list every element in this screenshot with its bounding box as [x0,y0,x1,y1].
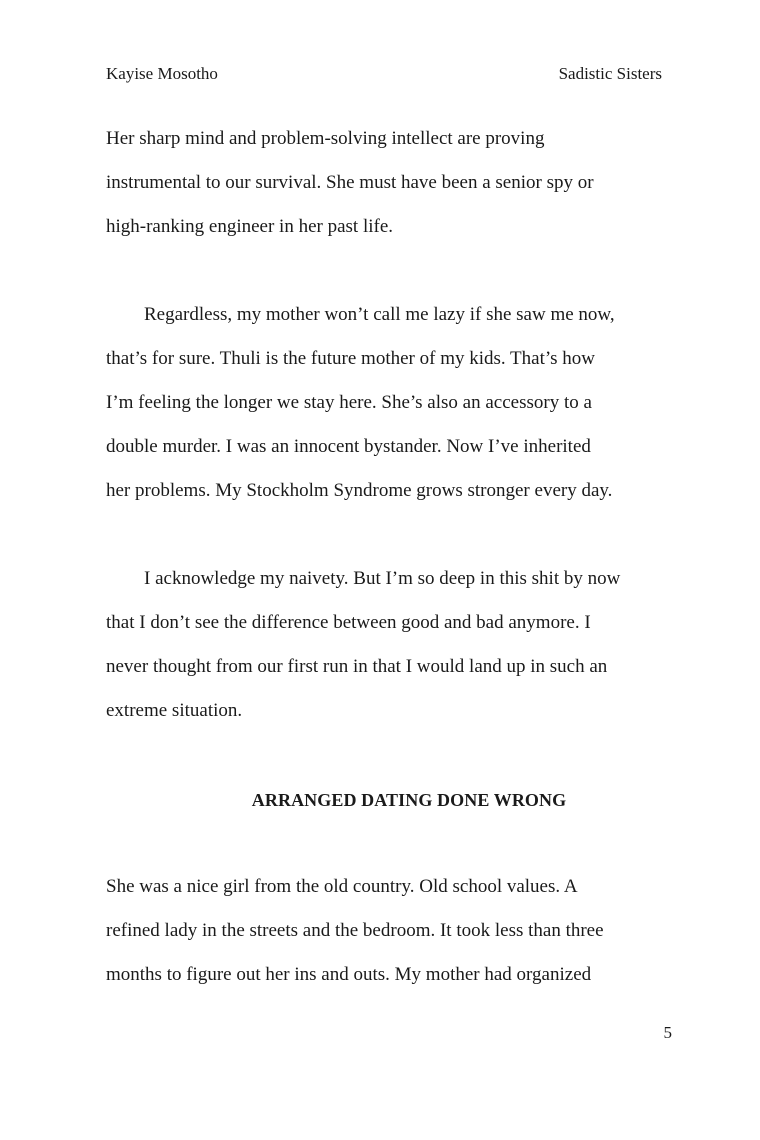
text-line: double murder. I was an innocent bystander. Now I’ve inherited [106,436,591,457]
text-line: that I don’t see the difference between good and bad anymore. I [106,612,591,633]
text-line: refined lady in the streets and the bedroom. It took less than three [106,920,604,941]
text-line: never thought from our first run in that I would land up in such an [106,656,608,677]
text-line: She was a nice girl from the old country. Old school values. A [106,876,578,897]
section-heading-text: ARRANGED DATING DONE WRONG [251,790,567,810]
section-heading [0,780,760,820]
text-line: extreme situation. [106,700,243,721]
text-line: high-ranking engineer in her past life. [106,216,394,237]
running-header-title: Sadistic Sisters [558,64,662,83]
text-line: her problems. My Stockholm Syndrome grows stronger every day. [106,480,613,501]
paragraph-1 [106,117,686,249]
running-header-author: Kayise Mosotho [106,64,218,83]
text-line: I acknowledge my naivety. But I’m so deep in this shit by now [144,568,621,589]
text-line: months to figure out her ins and outs. My mother had organized [106,964,592,985]
text-line: instrumental to our survival. She must have been a senior spy or [106,172,594,193]
text-line: that’s for sure. Thuli is the future mother of my kids. That’s how [106,348,596,369]
text-line: Her sharp mind and problem-solving intellect are proving [106,128,545,149]
paragraph-4 [106,865,686,997]
paragraph-3 [106,557,686,733]
page-number: 5 [663,1023,672,1042]
paragraph-2 [106,293,686,513]
text-line: I’m feeling the longer we stay here. She’s also an accessory to a [106,392,592,413]
text-line: Regardless, my mother won’t call me lazy if she saw me now, [144,304,615,325]
